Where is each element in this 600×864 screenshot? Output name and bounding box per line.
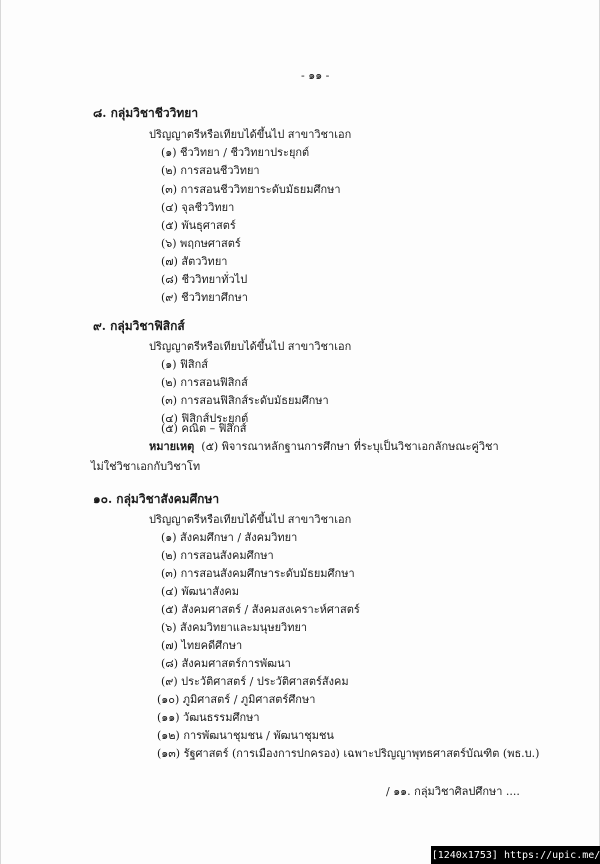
list-item: (๑) ชีววิทยา / ชีววิทยาประยุกต์ <box>161 146 310 159</box>
page-number: - ๑๑ - <box>301 69 330 82</box>
image-host-watermark: [1240x1753] https://upic.me/ <box>431 846 600 864</box>
list-item: (๗) สัตววิทยา <box>161 255 228 268</box>
next-page-reference: / ๑๑. กลุ่มวิชาศิลปศึกษา .... <box>386 785 520 798</box>
list-item: (๔) จุลชีววิทยา <box>161 201 235 214</box>
list-item: (๕) คณิต – ฟิสิกส์ <box>161 422 247 435</box>
list-item: (๓) การสอนสังคมศึกษาระดับมัธยมศึกษา <box>161 567 355 580</box>
list-item: (๘) สังคมศาสตร์การพัฒนา <box>161 657 291 670</box>
list-item: (๒) การสอนฟิสิกส์ <box>161 376 248 389</box>
list-item: (๑) ฟิสิกส์ <box>161 358 208 371</box>
section-intro: ปริญญาตรีหรือเทียบได้ขึ้นไป สาขาวิชาเอก <box>149 513 352 526</box>
list-item: (๙) ชีววิทยาศึกษา <box>161 291 248 304</box>
list-item: (๖) สังคมวิทยาและมนุษยวิทยา <box>161 621 308 634</box>
list-item: (๑๒) การพัฒนาชุมชน / พัฒนาชุมชน <box>157 729 334 742</box>
section-heading-physics: ๙. กลุ่มวิชาฟิสิกส์ <box>93 319 185 333</box>
list-item: (๓) การสอนฟิสิกส์ระดับมัธยมศึกษา <box>161 394 329 407</box>
section-intro: ปริญญาตรีหรือเทียบได้ขึ้นไป สาขาวิชาเอก <box>149 340 352 353</box>
list-item: (๑) สังคมศึกษา / สังคมวิทยา <box>161 531 298 544</box>
note-continuation: ไม่ใช่วิชาเอกกับวิชาโท <box>91 460 201 473</box>
list-item: (๖) พฤกษศาสตร์ <box>161 237 241 250</box>
section-intro: ปริญญาตรีหรือเทียบได้ขึ้นไป สาขาวิชาเอก <box>149 128 352 141</box>
note-label: หมายเหตุ <box>149 440 195 453</box>
list-item: (๗) ไทยคดีศึกษา <box>161 639 243 652</box>
list-item: (๑๐) ภูมิศาสตร์ / ภูมิศาสตร์ศึกษา <box>157 693 316 706</box>
list-item: (๒) การสอนชีววิทยา <box>161 164 260 177</box>
list-item: (๔) พัฒนาสังคม <box>161 585 239 598</box>
list-item: (๑๓) รัฐศาสตร์ (การเมืองการปกครอง) เฉพาะปริญญาพุทธศาสตร์บัณฑิต (พธ.บ.) <box>157 747 540 760</box>
section-heading-social-studies: ๑๐. กลุ่มวิชาสังคมศึกษา <box>93 492 220 506</box>
list-item: (๕) พันธุศาสตร์ <box>161 219 236 232</box>
list-item: (๒) การสอนสังคมศึกษา <box>161 549 274 562</box>
list-item: (๑๑) วัฒนธรรมศึกษา <box>157 711 260 724</box>
list-item: (๕) สังคมศาสตร์ / สังคมสงเคราะห์ศาสตร์ <box>161 603 360 616</box>
note <box>149 437 499 455</box>
note-text: (๕) พิจารณาหลักฐานการศึกษา ที่ระบุเป็นวิชาเอกลักษณะคู่วิชา <box>201 440 499 453</box>
list-item: (๔) ฟิสิกส์ประยุกต์ <box>161 412 249 425</box>
list-item: (๙) ประวัติศาสตร์ / ประวัติศาสตร์สังคม <box>161 675 349 688</box>
section-heading-biology: ๘. กลุ่มวิชาชีววิทยา <box>93 106 199 120</box>
list-item: (๘) ชีววิทยาทั่วไป <box>161 273 248 286</box>
list-item: (๓) การสอนชีววิทยาระดับมัธยมศึกษา <box>161 183 341 196</box>
